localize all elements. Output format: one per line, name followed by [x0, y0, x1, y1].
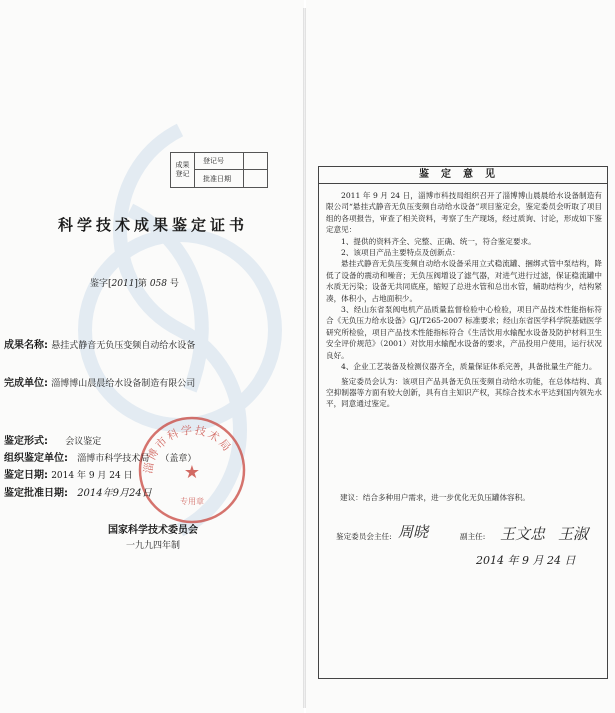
approval-date-field	[4, 484, 152, 499]
signature-date: 2014 年 9 月 24 日	[476, 554, 576, 567]
completion-unit-field	[4, 374, 195, 389]
registration-box	[170, 152, 268, 188]
registration-label-line1: 成果	[175, 161, 190, 169]
achievement-name-value: 悬挂式静音无负压变频自动给水设备	[51, 341, 196, 351]
opinion-paragraph: 2011 年 9 月 24 日，淄博市科技局组织召开了淄博博山晨晨给水设备制造有限公司“悬挂式静音无负压变频自动给水设备”项目鉴定会，鉴定委员会听取了项目组的各项报告，审查了相关资料，考察了生产现场，经过质询、讨论，形成如下鉴定意见：	[326, 191, 602, 235]
appraisal-date-label: 鉴定日期:	[4, 470, 48, 481]
registration-label-line2: 登记	[175, 170, 190, 178]
svg-text:★: ★	[183, 462, 201, 483]
registration-date-label: 批准日期	[203, 174, 231, 183]
achievement-name-label: 成果名称:	[4, 340, 48, 351]
year-made: 一九九四年制	[125, 541, 180, 551]
registration-number-row	[195, 153, 267, 170]
chair-signature: 周晓	[398, 523, 429, 541]
certificate-number-mid: ]第	[134, 279, 147, 289]
achievement-name-field	[4, 336, 195, 351]
opinion-suggestion: 建议：结合多种用户需求，进一步优化无负压罐体容积。	[340, 493, 530, 502]
opinion-paragraph: 4、企业工艺装备及检测仪器齐全，质量保证体系完善，具备批量生产能力。	[341, 362, 597, 372]
organizing-unit-value: 淄博市科学技术局	[77, 454, 150, 464]
opinion-paragraph: 悬挂式静音无负压变频自动给水设备采用立式稳流罐、捆绑式管中泵结构，降低了设备的震动和噪音；无负压阀增设了滤气器，对进气进行过滤，保证稳流罐中水质无污染；设备无共同底座，缩短了总进水管和总出水管，辅助结构少，结构紧凑，体积小，占地面积少。	[326, 259, 602, 303]
appraisal-date-field	[4, 466, 133, 481]
organizing-unit-field	[4, 449, 196, 464]
certificate-number-prefix: 鉴字[	[90, 279, 112, 289]
seal-subtext: 专用章	[180, 497, 204, 506]
opinion-paragraph: 2、该项目产品主要特点及创新点：	[341, 248, 460, 258]
certificate-number	[90, 276, 179, 289]
appraisal-date-value: 2014 年 9 月 24 日	[51, 471, 133, 481]
completion-unit-label: 完成单位:	[4, 378, 48, 389]
certificate-number-suffix: 号	[169, 279, 179, 289]
approval-date-label: 鉴定批准日期:	[4, 488, 68, 499]
committee-name: 国家科学技术委员会	[108, 525, 198, 536]
certificate-title: 科学技术成果鉴定证书	[57, 216, 248, 234]
vice-chair-label: 副主任:	[460, 532, 486, 541]
signature-row	[322, 517, 606, 547]
appraisal-form-value: 会议鉴定	[65, 437, 102, 447]
opinion-paragraph: 3、经山东省泵阀电机产品质量监督检验中心检验，项目产品技术性能指标符合《无负压力给水设备》GJ/T265-2007 标准要求；经山东省医学科学院基础医学研究所检验，项目产品技术性能指标符合《生活饮用水输配水设备及防护材料卫生安全评价规范》（2001）对饮用水输配水设备的要求，产品投用户使用，运行状况良好。	[326, 305, 602, 360]
opinion-paragraph: 1、提供的资料齐全、完整、正确、统一，符合鉴定要求。	[341, 236, 536, 246]
left-page	[0, 0, 304, 713]
official-seal	[134, 412, 250, 528]
seal-text: 淄博市科学技术局	[141, 423, 235, 475]
completion-unit-value: 淄博博山晨晨给水设备制造有限公司	[51, 379, 196, 389]
appraisal-form-field	[4, 432, 101, 447]
opinion-body	[326, 190, 602, 410]
vice-chair-signature-2: 王淑	[558, 525, 589, 543]
opinion-heading: 鉴定意见	[318, 166, 608, 184]
opinion-conclusion: 鉴定委员会认为：该项目产品具备无负压变频自动给水功能，在总体结构、真空抑制器等方面有较大创新，具有自主知识产权，其综合技术水平达到国内领先水平，同意通过鉴定。	[326, 376, 602, 409]
vice-chair-signature-1: 王文忠	[500, 525, 546, 543]
certificate-number-year: 2011	[111, 279, 135, 289]
registration-side-label	[171, 153, 195, 187]
organizing-unit-label: 组织鉴定单位:	[4, 453, 68, 464]
approval-date-value: 2014年9月24日	[77, 488, 152, 499]
organizing-unit-note: （盖章）	[160, 454, 197, 464]
page-gutter	[303, 8, 306, 708]
certificate-number-value: 058	[149, 279, 167, 289]
registration-divider	[243, 153, 244, 170]
registration-divider	[243, 170, 244, 187]
registration-date-row	[195, 170, 267, 187]
appraisal-form-label: 鉴定形式:	[4, 436, 48, 447]
registration-number-label: 登记号	[203, 157, 224, 165]
chair-label: 鉴定委员会主任:	[336, 532, 392, 541]
